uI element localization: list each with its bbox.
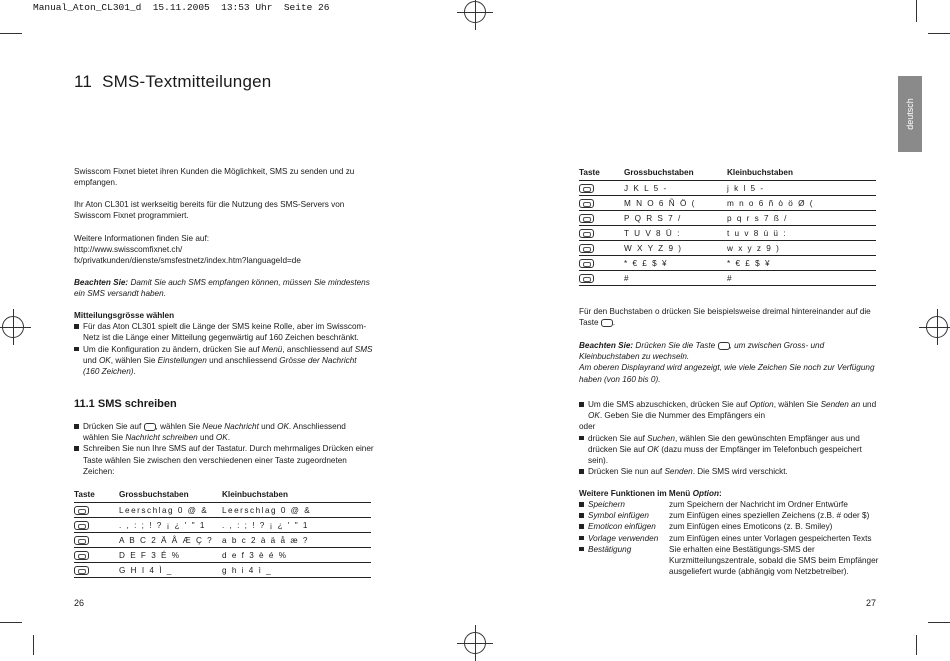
note-text: Am oberen Displayrand wird angezeigt, wie viele Zeichen Sie noch zur Verfügung haben (von 160 bis 0). [579, 363, 875, 384]
info-url: http://www.swisscomfixnet.ch/ [74, 245, 183, 255]
note-label: Beachten Sie: [579, 341, 634, 350]
shift-key-icon [718, 342, 730, 350]
page-number: 27 [866, 598, 877, 608]
key-4-icon [74, 566, 89, 575]
crop-mark [0, 33, 22, 34]
language-tab: deutsch [898, 76, 922, 152]
table-row: Leerschlag 0 @ & Leerschlag 0 @ & [74, 503, 371, 518]
note-paragraph: Beachten Sie: Drücken Sie die Taste , um zwischen Gross- und Kleinbuchstaben zu wechseln. Am oberen Displayrand wird angezeigt, wie viele Zeichen Sie noch zur Verfügung haben (von 160 bis 0). [579, 340, 879, 385]
note-label: Beachten Sie: [74, 278, 129, 287]
chapter-title [74, 72, 271, 92]
table-row: P Q R S 7 / p q r s 7 ß / [579, 211, 876, 226]
key-table-left [74, 488, 371, 578]
key-hash-icon [579, 274, 594, 283]
table-row: A B C 2 Ä Å Æ Ç ? a b c 2 à ä å æ ? [74, 533, 371, 548]
table-header: Taste [74, 488, 119, 503]
table-row: T U V 8 Ü : t u v 8 ù ü : [579, 226, 876, 241]
table-header: Kleinbuchstaben [222, 488, 371, 503]
crop-mark [0, 622, 22, 623]
key-3-icon [74, 551, 89, 560]
table-row: M N O 6 Ñ Ö ( m n o 6 ñ ò ö Ø ( [579, 196, 876, 211]
list-item: Um die Konfiguration zu ändern, drücken Sie auf Menü, anschliessend auf SMS und OK, wählen Sie Einstellungen und anschliessend Grösse der Nachricht (160 Zeichen). [74, 344, 374, 378]
table-row: G H I 4 Ì _ g h i 4 ì _ [74, 563, 371, 578]
crop-mark [33, 635, 34, 655]
list-item: Symbol einfügen zum Einfügen eines speziellen Zeichens (z.B. # oder $) [579, 510, 879, 521]
key-6-icon [601, 319, 613, 327]
chapter-number: 11 [74, 72, 93, 91]
size-heading: Mitteilungsgrösse wählen [74, 311, 175, 320]
functions-heading: Weitere Funktionen im Menü Option: [579, 489, 722, 498]
info-url: fx/privatkunden/dienste/smsfestnetz/index.htm?languageId=de [74, 256, 301, 266]
table-row: * € £ $ ¥ * € £ $ ¥ [579, 256, 876, 271]
list-item: Bestätigung Sie erhalten eine Bestätigungs-SMS der Kurzmitteilungszentrale, sobald die SMS beim Empfänger ausgeliefert wurde (abhängig vom Netzbetreiber). [579, 544, 879, 578]
key-7-icon [579, 214, 594, 223]
menu-key-icon [144, 423, 156, 431]
key-9-icon [579, 244, 594, 253]
key-8-icon [579, 229, 594, 238]
preprogrammed-paragraph: Ihr Aton CL301 ist werkseitig bereits für die Nutzung des SMS-Servers von Swisscom Fixnet programmiert. [74, 200, 345, 221]
table-row: W X Y Z 9 ) w x y z 9 ) [579, 241, 876, 256]
note-paragraph [74, 277, 374, 299]
table-row: D E F 3 É % d e f 3 è é % [74, 548, 371, 563]
crop-mark [928, 33, 950, 34]
o-hint-paragraph: Für den Buchstaben o drücken Sie beispielsweise dreimal hintereinander auf die Taste . [579, 307, 871, 328]
crop-mark [928, 622, 950, 623]
write-section [74, 421, 374, 477]
list-item: drücken Sie auf Suchen, wählen Sie den gewünschten Empfänger aus und drücken Sie auf OK (dazu muss der Empfänger im Telefonbuch gespeichert sein). [579, 433, 879, 467]
list-item: Drücken Sie auf , wählen Sie Neue Nachricht und OK. Anschliessend wählen Sie Nachricht schreiben und OK. [74, 421, 374, 443]
registration-mark [2, 316, 24, 338]
crop-mark [916, 0, 917, 22]
print-header: Manual_Aton_CL301_d 15.11.2005 13:53 Uhr Seite 26 [33, 2, 330, 13]
list-item: Speichern zum Speichern der Nachricht im Ordner Entwürfe [579, 499, 879, 510]
key-star-icon [579, 259, 594, 268]
list-item: Für das Aton CL301 spielt die Länge der SMS keine Rolle, aber im Swisscom-Netz ist die Länge einer Mitteilung gegenwärtig auf 160 Zeichen beschränkt. [74, 321, 374, 343]
table-header: Kleinbuchstaben [727, 166, 876, 181]
table-row: J K L 5 - j k l 5 - [579, 181, 876, 196]
intro-paragraph: Swisscom Fixnet bietet ihren Kunden die Möglichkeit, SMS zu senden und zu empfangen. [74, 167, 355, 188]
page-number: 26 [74, 598, 85, 608]
table-row: . , : ; ! ? ¡ ¿ ' " 1 . , : ; ! ? ¡ ¿ ' " 1 [74, 518, 371, 533]
key-0-icon [74, 506, 89, 515]
chapter-name: SMS-Textmitteilungen [102, 72, 272, 91]
list-item: Um die SMS abzuschicken, drücken Sie auf Option, wählen Sie Senden an und OK. Geben Sie die Nummer des Empfängers ein [579, 399, 879, 421]
table-header: Grossbuchstaben [624, 166, 727, 181]
size-section [74, 310, 374, 377]
note-text: Damit Sie auch SMS empfangen können, müssen Sie mindestens ein SMS versandt haben. [74, 278, 370, 299]
crop-mark [916, 635, 917, 655]
registration-mark [926, 316, 948, 338]
send-section [579, 399, 879, 477]
info-paragraph [74, 233, 374, 267]
section-title: 11.1 SMS schreiben [74, 398, 177, 410]
key-1-icon [74, 521, 89, 530]
list-item: Drücken Sie nun auf Senden. Die SMS wird verschickt. [579, 466, 879, 477]
registration-mark [464, 632, 486, 654]
table-header: Grossbuchstaben [119, 488, 222, 503]
table-row: # # [579, 271, 876, 286]
key-6-icon [579, 199, 594, 208]
registration-mark [464, 1, 486, 23]
list-item: Emoticon einfügen zum Einfügen eines Emoticons (z. B. Smiley) [579, 521, 879, 532]
oder-text: oder [579, 422, 596, 432]
list-item: Vorlage verwenden zum Einfügen eines unter Vorlagen gespeicherten Texts [579, 533, 879, 544]
key-table-right [579, 166, 876, 286]
key-2-icon [74, 536, 89, 545]
key-5-icon [579, 184, 594, 193]
list-item: Schreiben Sie nun Ihre SMS auf der Tastatur. Durch mehrmaliges Drücken einer Taste wählen Sie zwischen den verschiedenen einer Taste zugeordneten Zeichen: [74, 443, 374, 477]
table-header: Taste [579, 166, 624, 181]
functions-list [579, 499, 879, 577]
info-label: Weitere Informationen finden Sie auf: [74, 234, 210, 243]
